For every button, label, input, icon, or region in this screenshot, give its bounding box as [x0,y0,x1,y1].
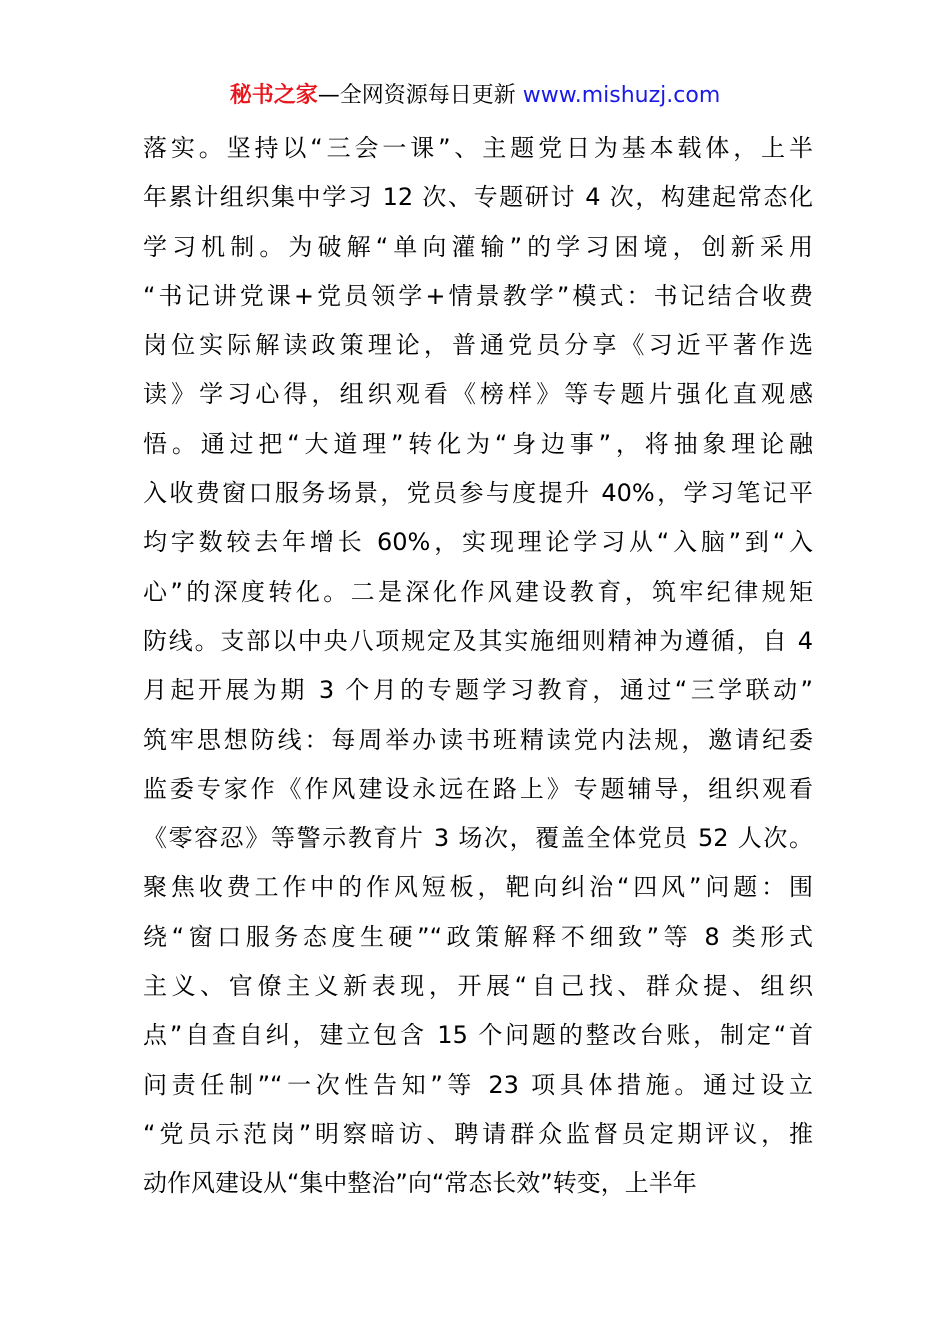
text-line: 绕“窗口服务态度生硬”“政策解释不细致”等 8 类形式 [143,922,813,951]
text-line: 入收费窗口服务场景，党员参与度提升 40%，学习笔记平 [143,479,813,508]
text-line: 问责任制”“一次性告知”等 23 项具体措施。通过设立 [143,1070,813,1099]
text-line: 月起开展为期 3 个月的专题学习教育，通过“三学联动” [143,676,813,705]
site-tagline: —全网资源每日更新 [317,83,523,108]
text-line: 落实。坚持以“三会一课”、主题党日为基本载体，上半 [143,134,813,162]
document-body [143,124,813,1209]
text-line: “党员示范岗”明察暗访、聘请群众监督员定期评议，推 [143,1119,813,1148]
text-line: 岗位实际解读政策理论，普通党员分享《习近平著作选 [143,331,813,360]
text-line: 《零容忍》等警示教育片 3 场次，覆盖全体党员 52 人次。 [143,824,813,853]
text-line: 均字数较去年增长 60%，实现理论学习从“入脑”到“入 [143,528,813,557]
site-brand: 秘书之家 [229,83,318,108]
text-line: 悟。通过把“大道理”转化为“身边事”，将抽象理论融 [143,429,813,458]
text-line: 聚焦收费工作中的作风短板，靶向纠治“四风”问题：围 [143,873,813,902]
text-line: 心”的深度转化。二是深化作风建设教育，筑牢纪律规矩 [143,577,813,606]
site-url-link[interactable]: www.mishuzj.com [522,83,721,108]
text-line: 读》学习心得，组织观看《榜样》等专题片强化直观感 [143,380,813,409]
text-line: 点”自查自纠，建立包含 15 个问题的整改台账，制定“首 [143,1021,813,1050]
text-line: “书记讲党课+党员领学+情景教学”模式：书记结合收费 [143,281,813,310]
site-header [0,80,950,112]
text-line: 学习机制。为破解“单向灌输”的学习困境，创新采用 [143,232,813,261]
text-line: 年累计组织集中学习 12 次、专题研讨 4 次，构建起常态化 [143,183,813,212]
text-line: 监委专家作《作风建设永远在路上》专题辅导，组织观看 [143,774,813,803]
text-line: 筑牢思想防线：每周举办读书班精读党内法规，邀请纪委 [143,725,813,754]
text-line: 防线。支部以中央八项规定及其实施细则精神为遵循，自 4 [143,626,813,655]
text-line: 动作风建设从“集中整治”向“常态长效”转变，上半年 [143,1169,697,1198]
text-line: 主义、官僚主义新表现，开展“自己找、群众提、组织 [143,972,813,1001]
